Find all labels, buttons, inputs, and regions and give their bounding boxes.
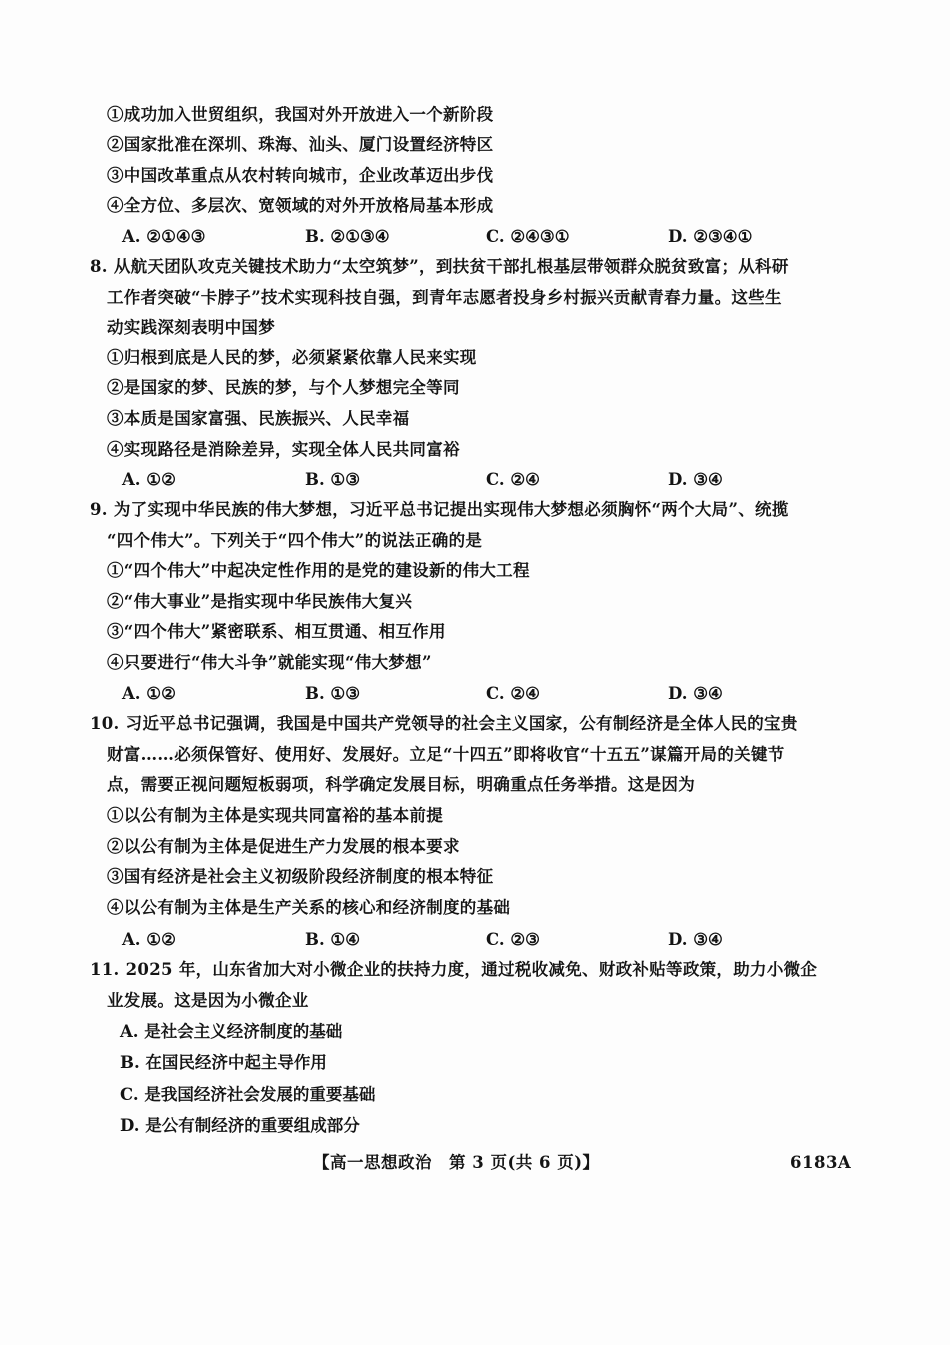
q9-option-c: C. ②④ [486,684,540,703]
q8-item-4: ④实现路径是消除差异，实现全体人民共同富裕 [107,440,460,459]
q9-option-a: A. ①② [122,684,176,703]
q10-stem-line-1: 10. 习近平总书记强调，我国是中国共产党领导的社会主义国家，公有制经济是全体人民的宝贵 [90,714,798,733]
q7-option-a: A. ②①④③ [122,227,206,246]
q9-stem-line-2: “四个伟大”。下列关于“四个伟大”的说法正确的是 [107,531,483,550]
q9-item-3: ③“四个伟大”紧密联系、相互贯通、相互作用 [107,622,446,641]
q8-stem-line-2: 工作者突破“卡脖子”技术实现科技自强，到青年志愿者投身乡村振兴贡献青春力量。这些生 [107,288,782,307]
q9-option-b: B. ①③ [305,684,361,703]
q8-item-2: ②是国家的梦、民族的梦，与个人梦想完全等同 [107,378,460,397]
q7-option-b: B. ②①③④ [305,227,390,246]
q8-option-d: D. ③④ [668,470,723,489]
q8-option-a: A. ①② [122,470,176,489]
page-footer-code: 6183A [790,1153,852,1172]
q11-option-d: D. 是公有制经济的重要组成部分 [120,1116,360,1135]
q11-option-b: B. 在国民经济中起主导作用 [120,1053,327,1072]
q9-stem-line-1: 9. 为了实现中华民族的伟大梦想，习近平总书记提出实现伟大梦想必须胸怀“两个大局”、统揽 [90,500,789,519]
q8-item-3: ③本质是国家富强、民族振兴、人民幸福 [107,409,410,428]
q10-item-4: ④以公有制为主体是生产关系的核心和经济制度的基础 [107,898,511,917]
q8-option-c: C. ②④ [486,470,540,489]
q10-option-d: D. ③④ [668,930,723,949]
q11-stem-line-2: 业发展。这是因为小微企业 [107,991,309,1010]
q9-item-1: ①“四个伟大”中起决定性作用的是党的建设新的伟大工程 [107,561,530,580]
page-footer-label: 【高一思想政治 第 3 页(共 6 页)】 [313,1153,600,1172]
q7-item-2: ②国家批准在深圳、珠海、汕头、厦门设置经济特区 [107,135,494,154]
q9-option-d: D. ③④ [668,684,723,703]
q8-stem-line-3: 动实践深刻表明中国梦 [107,318,275,337]
q7-item-4: ④全方位、多层次、宽领域的对外开放格局基本形成 [107,196,494,215]
q10-stem-line-2: 财富……必须保管好、使用好、发展好。立足“十四五”即将收官“十五五”谋篇开局的关键节 [107,745,785,764]
q8-option-b: B. ①③ [305,470,361,489]
q11-stem-line-1: 11. 2025 年，山东省加大对小微企业的扶持力度，通过税收减免、财政补贴等政策，助力小微企 [90,960,818,979]
q11-option-c: C. 是我国经济社会发展的重要基础 [120,1085,376,1104]
q9-item-4: ④只要进行“伟大斗争”就能实现“伟大梦想” [107,653,432,672]
q10-item-2: ②以公有制为主体是促进生产力发展的根本要求 [107,837,460,856]
q10-item-1: ①以公有制为主体是实现共同富裕的基本前提 [107,806,443,825]
q10-stem-line-3: 点，需要正视问题短板弱项，科学确定发展目标，明确重点任务举措。这是因为 [107,775,695,794]
q9-item-2: ②“伟大事业”是指实现中华民族伟大复兴 [107,592,413,611]
q7-option-c: C. ②④③① [486,227,570,246]
q8-stem-line-1: 8. 从航天团队攻克关键技术助力“太空筑梦”，到扶贫干部扎根基层带领群众脱贫致富；从科研 [90,257,789,276]
q7-item-1: ①成功加入世贸组织，我国对外开放进入一个新阶段 [107,105,494,124]
q7-option-d: D. ②③④① [668,227,753,246]
q10-item-3: ③国有经济是社会主义初级阶段经济制度的根本特征 [107,867,494,886]
q7-item-3: ③中国改革重点从农村转向城市，企业改革迈出步伐 [107,166,494,185]
q8-item-1: ①归根到底是人民的梦，必须紧紧依靠人民来实现 [107,348,477,367]
q10-option-a: A. ①② [122,930,176,949]
q11-option-a: A. 是社会主义经济制度的基础 [120,1022,343,1041]
q10-option-c: C. ②③ [486,930,540,949]
q10-option-b: B. ①④ [305,930,361,949]
